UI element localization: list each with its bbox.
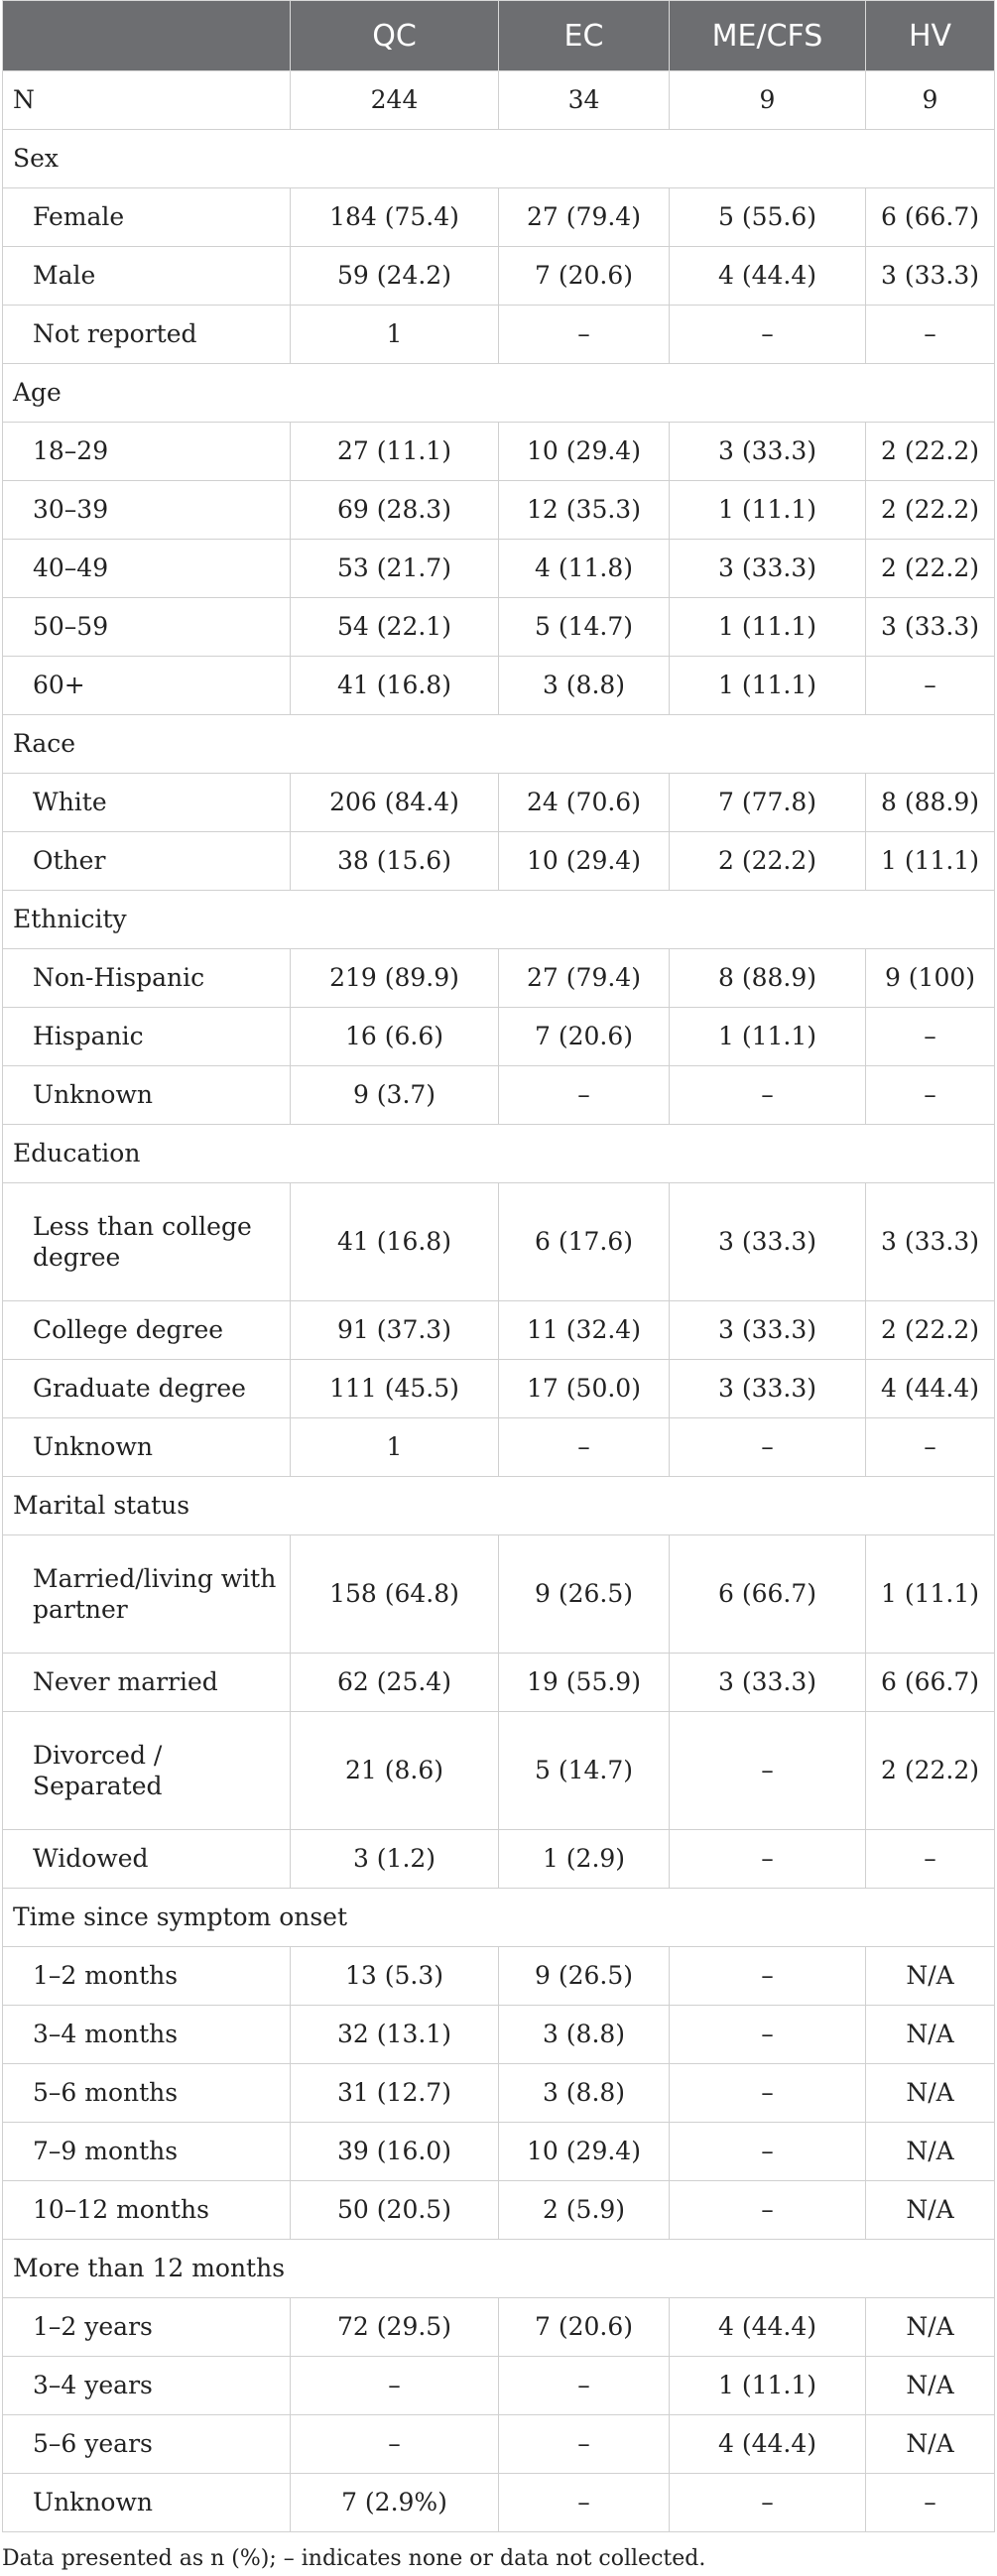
cell-qc: 62 (25.4) xyxy=(291,1654,499,1712)
table-row xyxy=(3,1183,995,1301)
table-row xyxy=(3,2357,995,2415)
cell-qc: 38 (15.6) xyxy=(291,832,499,891)
table-row xyxy=(3,247,995,306)
cell-ec: 27 (79.4) xyxy=(499,188,670,247)
cell-ec: 6 (17.6) xyxy=(499,1183,670,1301)
cell-hv: 9 xyxy=(866,71,995,130)
cell-qc: 27 (11.1) xyxy=(291,423,499,481)
cell-qc: 7 (2.9%) xyxy=(291,2474,499,2532)
cell-mecfs: 1 (11.1) xyxy=(670,1008,866,1066)
row-label: Non-Hispanic xyxy=(3,949,291,1008)
cell-hv: N/A xyxy=(866,1947,995,2006)
table-row xyxy=(3,1535,995,1654)
footnote: Data presented as n (%); – indicates none or data not collected. xyxy=(2,2546,706,2571)
cell-ec: 5 (14.7) xyxy=(499,1712,670,1830)
table-row xyxy=(3,1712,995,1830)
cell-ec: 3 (8.8) xyxy=(499,2064,670,2123)
section-row xyxy=(3,1125,995,1183)
cell-mecfs: 3 (33.3) xyxy=(670,540,866,598)
cell-mecfs: 9 xyxy=(670,71,866,130)
row-label: 7–9 months xyxy=(3,2123,291,2181)
cell-qc: 41 (16.8) xyxy=(291,657,499,715)
cell-mecfs: 4 (44.4) xyxy=(670,247,866,306)
cell-qc: 219 (89.9) xyxy=(291,949,499,1008)
section-label: Ethnicity xyxy=(3,891,995,949)
cell-hv: N/A xyxy=(866,2181,995,2240)
table-row xyxy=(3,1301,995,1360)
cell-mecfs: 3 (33.3) xyxy=(670,423,866,481)
table-row xyxy=(3,1947,995,2006)
cell-hv: N/A xyxy=(866,2415,995,2474)
cell-ec: – xyxy=(499,1066,670,1125)
row-label: Unknown xyxy=(3,2474,291,2532)
cell-qc: 1 xyxy=(291,306,499,364)
section-row xyxy=(3,364,995,423)
cell-ec: 2 (5.9) xyxy=(499,2181,670,2240)
demographics-table-container xyxy=(2,0,994,2532)
cell-qc: 69 (28.3) xyxy=(291,481,499,540)
row-label: 1–2 months xyxy=(3,1947,291,2006)
cell-mecfs: 3 (33.3) xyxy=(670,1654,866,1712)
row-label: Hispanic xyxy=(3,1008,291,1066)
cell-qc: 31 (12.7) xyxy=(291,2064,499,2123)
cell-qc: 59 (24.2) xyxy=(291,247,499,306)
cell-qc: 158 (64.8) xyxy=(291,1535,499,1654)
table-row xyxy=(3,1418,995,1477)
row-label: 60+ xyxy=(3,657,291,715)
table-body xyxy=(3,71,995,2532)
cell-mecfs: – xyxy=(670,1712,866,1830)
section-label: Race xyxy=(3,715,995,774)
row-label: 40–49 xyxy=(3,540,291,598)
cell-hv: N/A xyxy=(866,2123,995,2181)
cell-hv: N/A xyxy=(866,2006,995,2064)
cell-hv: – xyxy=(866,1008,995,1066)
cell-mecfs: – xyxy=(670,306,866,364)
cell-mecfs: 1 (11.1) xyxy=(670,481,866,540)
cell-hv: 6 (66.7) xyxy=(866,1654,995,1712)
cell-ec: – xyxy=(499,306,670,364)
cell-ec: – xyxy=(499,2357,670,2415)
cell-mecfs: 6 (66.7) xyxy=(670,1535,866,1654)
table-row xyxy=(3,1008,995,1066)
cell-hv: – xyxy=(866,657,995,715)
cell-qc: 53 (21.7) xyxy=(291,540,499,598)
cell-qc: 50 (20.5) xyxy=(291,2181,499,2240)
row-label: Married/living with partner xyxy=(3,1535,291,1654)
cell-mecfs: 2 (22.2) xyxy=(670,832,866,891)
row-label: 18–29 xyxy=(3,423,291,481)
cell-hv: 3 (33.3) xyxy=(866,247,995,306)
table-row xyxy=(3,2064,995,2123)
cell-qc: – xyxy=(291,2357,499,2415)
cell-hv: – xyxy=(866,1830,995,1889)
cell-mecfs: – xyxy=(670,2006,866,2064)
section-row xyxy=(3,1889,995,1947)
cell-ec: 34 xyxy=(499,71,670,130)
row-label: Male xyxy=(3,247,291,306)
cell-hv: 8 (88.9) xyxy=(866,774,995,832)
table-row xyxy=(3,949,995,1008)
row-label: N xyxy=(3,71,291,130)
cell-ec: 7 (20.6) xyxy=(499,247,670,306)
cell-hv: 9 (100) xyxy=(866,949,995,1008)
row-label: Widowed xyxy=(3,1830,291,1889)
row-label: Graduate degree xyxy=(3,1360,291,1418)
header-mecfs: ME/CFS xyxy=(670,1,866,71)
table-row xyxy=(3,657,995,715)
cell-hv: 2 (22.2) xyxy=(866,540,995,598)
cell-ec: – xyxy=(499,1418,670,1477)
cell-hv: – xyxy=(866,306,995,364)
cell-hv: – xyxy=(866,2474,995,2532)
section-row xyxy=(3,130,995,188)
cell-qc: 54 (22.1) xyxy=(291,598,499,657)
section-row xyxy=(3,715,995,774)
cell-mecfs: 1 (11.1) xyxy=(670,598,866,657)
cell-mecfs: 4 (44.4) xyxy=(670,2298,866,2357)
section-label: Sex xyxy=(3,130,995,188)
cell-ec: 17 (50.0) xyxy=(499,1360,670,1418)
section-row xyxy=(3,2240,995,2298)
cell-hv: N/A xyxy=(866,2064,995,2123)
cell-qc: 13 (5.3) xyxy=(291,1947,499,2006)
cell-ec: 19 (55.9) xyxy=(499,1654,670,1712)
cell-qc: 21 (8.6) xyxy=(291,1712,499,1830)
header-hv: HV xyxy=(866,1,995,71)
cell-mecfs: 3 (33.3) xyxy=(670,1360,866,1418)
cell-ec: 11 (32.4) xyxy=(499,1301,670,1360)
table-row xyxy=(3,1830,995,1889)
cell-qc: 206 (84.4) xyxy=(291,774,499,832)
cell-hv: N/A xyxy=(866,2357,995,2415)
cell-hv: – xyxy=(866,1066,995,1125)
cell-hv: 1 (11.1) xyxy=(866,1535,995,1654)
row-label: 5–6 months xyxy=(3,2064,291,2123)
table-row xyxy=(3,423,995,481)
cell-hv: 3 (33.3) xyxy=(866,598,995,657)
section-label: Age xyxy=(3,364,995,423)
cell-qc: 244 xyxy=(291,71,499,130)
row-label: 1–2 years xyxy=(3,2298,291,2357)
table-row xyxy=(3,1654,995,1712)
section-label: Education xyxy=(3,1125,995,1183)
cell-mecfs: – xyxy=(670,1066,866,1125)
cell-qc: 3 (1.2) xyxy=(291,1830,499,1889)
cell-qc: 1 xyxy=(291,1418,499,1477)
cell-ec: 10 (29.4) xyxy=(499,423,670,481)
row-label: Never married xyxy=(3,1654,291,1712)
cell-ec: 24 (70.6) xyxy=(499,774,670,832)
row-label: 3–4 months xyxy=(3,2006,291,2064)
table-row xyxy=(3,774,995,832)
cell-mecfs: 3 (33.3) xyxy=(670,1183,866,1301)
cell-hv: 2 (22.2) xyxy=(866,1712,995,1830)
cell-hv: 1 (11.1) xyxy=(866,832,995,891)
table-row xyxy=(3,832,995,891)
cell-mecfs: – xyxy=(670,2123,866,2181)
cell-ec: 9 (26.5) xyxy=(499,1535,670,1654)
cell-mecfs: – xyxy=(670,2064,866,2123)
section-label: Marital status xyxy=(3,1477,995,1535)
cell-hv: 2 (22.2) xyxy=(866,423,995,481)
cell-qc: 39 (16.0) xyxy=(291,2123,499,2181)
table-row xyxy=(3,540,995,598)
cell-ec: 12 (35.3) xyxy=(499,481,670,540)
cell-hv: 2 (22.2) xyxy=(866,1301,995,1360)
cell-qc: 91 (37.3) xyxy=(291,1301,499,1360)
cell-hv: – xyxy=(866,1418,995,1477)
row-label: Less than college degree xyxy=(3,1183,291,1301)
cell-qc: 41 (16.8) xyxy=(291,1183,499,1301)
section-row xyxy=(3,1477,995,1535)
cell-mecfs: 4 (44.4) xyxy=(670,2415,866,2474)
cell-mecfs: – xyxy=(670,1418,866,1477)
row-label: College degree xyxy=(3,1301,291,1360)
row-label: 5–6 years xyxy=(3,2415,291,2474)
table-row xyxy=(3,71,995,130)
section-label: More than 12 months xyxy=(3,2240,995,2298)
table-row xyxy=(3,1066,995,1125)
cell-hv: 3 (33.3) xyxy=(866,1183,995,1301)
row-label: Unknown xyxy=(3,1418,291,1477)
cell-qc: 111 (45.5) xyxy=(291,1360,499,1418)
cell-hv: 4 (44.4) xyxy=(866,1360,995,1418)
table-row xyxy=(3,2474,995,2532)
cell-qc: 16 (6.6) xyxy=(291,1008,499,1066)
cell-ec: 7 (20.6) xyxy=(499,1008,670,1066)
cell-mecfs: – xyxy=(670,1947,866,2006)
table-row xyxy=(3,2123,995,2181)
cell-ec: 1 (2.9) xyxy=(499,1830,670,1889)
cell-ec: 27 (79.4) xyxy=(499,949,670,1008)
cell-mecfs: – xyxy=(670,1830,866,1889)
cell-mecfs: 7 (77.8) xyxy=(670,774,866,832)
header-blank xyxy=(3,1,291,71)
cell-ec: – xyxy=(499,2474,670,2532)
row-label: 10–12 months xyxy=(3,2181,291,2240)
cell-hv: 6 (66.7) xyxy=(866,188,995,247)
row-label: Not reported xyxy=(3,306,291,364)
cell-ec: 10 (29.4) xyxy=(499,832,670,891)
cell-qc: – xyxy=(291,2415,499,2474)
table-row xyxy=(3,1360,995,1418)
row-label: Other xyxy=(3,832,291,891)
table-row xyxy=(3,2298,995,2357)
table-row xyxy=(3,598,995,657)
cell-ec: 3 (8.8) xyxy=(499,657,670,715)
cell-mecfs: 1 (11.1) xyxy=(670,657,866,715)
demographics-table xyxy=(2,0,995,2532)
section-label: Time since symptom onset xyxy=(3,1889,995,1947)
row-label: Unknown xyxy=(3,1066,291,1125)
header-row xyxy=(3,1,995,71)
section-row xyxy=(3,891,995,949)
cell-mecfs: 3 (33.3) xyxy=(670,1301,866,1360)
table-row xyxy=(3,188,995,247)
row-label: 30–39 xyxy=(3,481,291,540)
cell-hv: N/A xyxy=(866,2298,995,2357)
header-ec: EC xyxy=(499,1,670,71)
row-label: Female xyxy=(3,188,291,247)
cell-ec: – xyxy=(499,2415,670,2474)
table-row xyxy=(3,2006,995,2064)
cell-mecfs: – xyxy=(670,2181,866,2240)
table-row xyxy=(3,306,995,364)
cell-ec: 3 (8.8) xyxy=(499,2006,670,2064)
cell-ec: 9 (26.5) xyxy=(499,1947,670,2006)
cell-ec: 4 (11.8) xyxy=(499,540,670,598)
cell-mecfs: 5 (55.6) xyxy=(670,188,866,247)
table-row xyxy=(3,481,995,540)
cell-ec: 7 (20.6) xyxy=(499,2298,670,2357)
cell-ec: 5 (14.7) xyxy=(499,598,670,657)
cell-mecfs: – xyxy=(670,2474,866,2532)
cell-ec: 10 (29.4) xyxy=(499,2123,670,2181)
cell-hv: 2 (22.2) xyxy=(866,481,995,540)
row-label: Divorced / Separated xyxy=(3,1712,291,1830)
cell-qc: 32 (13.1) xyxy=(291,2006,499,2064)
row-label: White xyxy=(3,774,291,832)
table-row xyxy=(3,2415,995,2474)
table-row xyxy=(3,2181,995,2240)
row-label: 50–59 xyxy=(3,598,291,657)
cell-mecfs: 8 (88.9) xyxy=(670,949,866,1008)
cell-qc: 72 (29.5) xyxy=(291,2298,499,2357)
cell-qc: 184 (75.4) xyxy=(291,188,499,247)
cell-mecfs: 1 (11.1) xyxy=(670,2357,866,2415)
cell-qc: 9 (3.7) xyxy=(291,1066,499,1125)
row-label: 3–4 years xyxy=(3,2357,291,2415)
header-qc: QC xyxy=(291,1,499,71)
